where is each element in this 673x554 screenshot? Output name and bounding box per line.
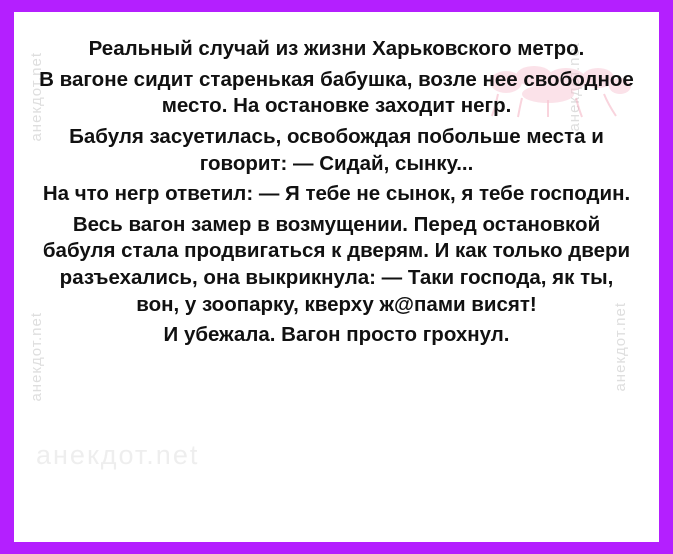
watermark-text: анекдот.net — [566, 42, 583, 132]
joke-card — [14, 12, 659, 542]
joke-paragraph: Бабуля засуетилась, освобождая побольше места и говорит: — Сидай, сынку... — [69, 124, 604, 175]
joke-paragraph: Весь вагон замер в возмущении. Перед остановкой бабуля стала продвигаться к дверям. И как только двери разъехались, она выкрикнула: — Таки господа, як ты, вон, у зоопарку, кверху ж@пами висят! — [42, 212, 631, 316]
joke-text — [36, 36, 637, 349]
joke-paragraph: На что негр ответил: — Я тебе не сынок, я тебе господин. — [42, 182, 631, 206]
watermark-text: анекдот.net — [28, 312, 45, 402]
watermark-text: анекдот.net — [36, 440, 200, 470]
watermark-text: анекдот.net — [612, 302, 629, 392]
joke-paragraph: Реальный случай из жизни Харьковского метро. — [88, 37, 585, 60]
watermark-text: анекдот.net — [28, 52, 45, 142]
joke-paragraph: И убежала. Вагон просто грохнул. — [163, 323, 510, 347]
joke-paragraph: В вагоне сидит старенькая бабушка, возле нее свободное место. На остановке заходит негр. — [39, 67, 634, 118]
